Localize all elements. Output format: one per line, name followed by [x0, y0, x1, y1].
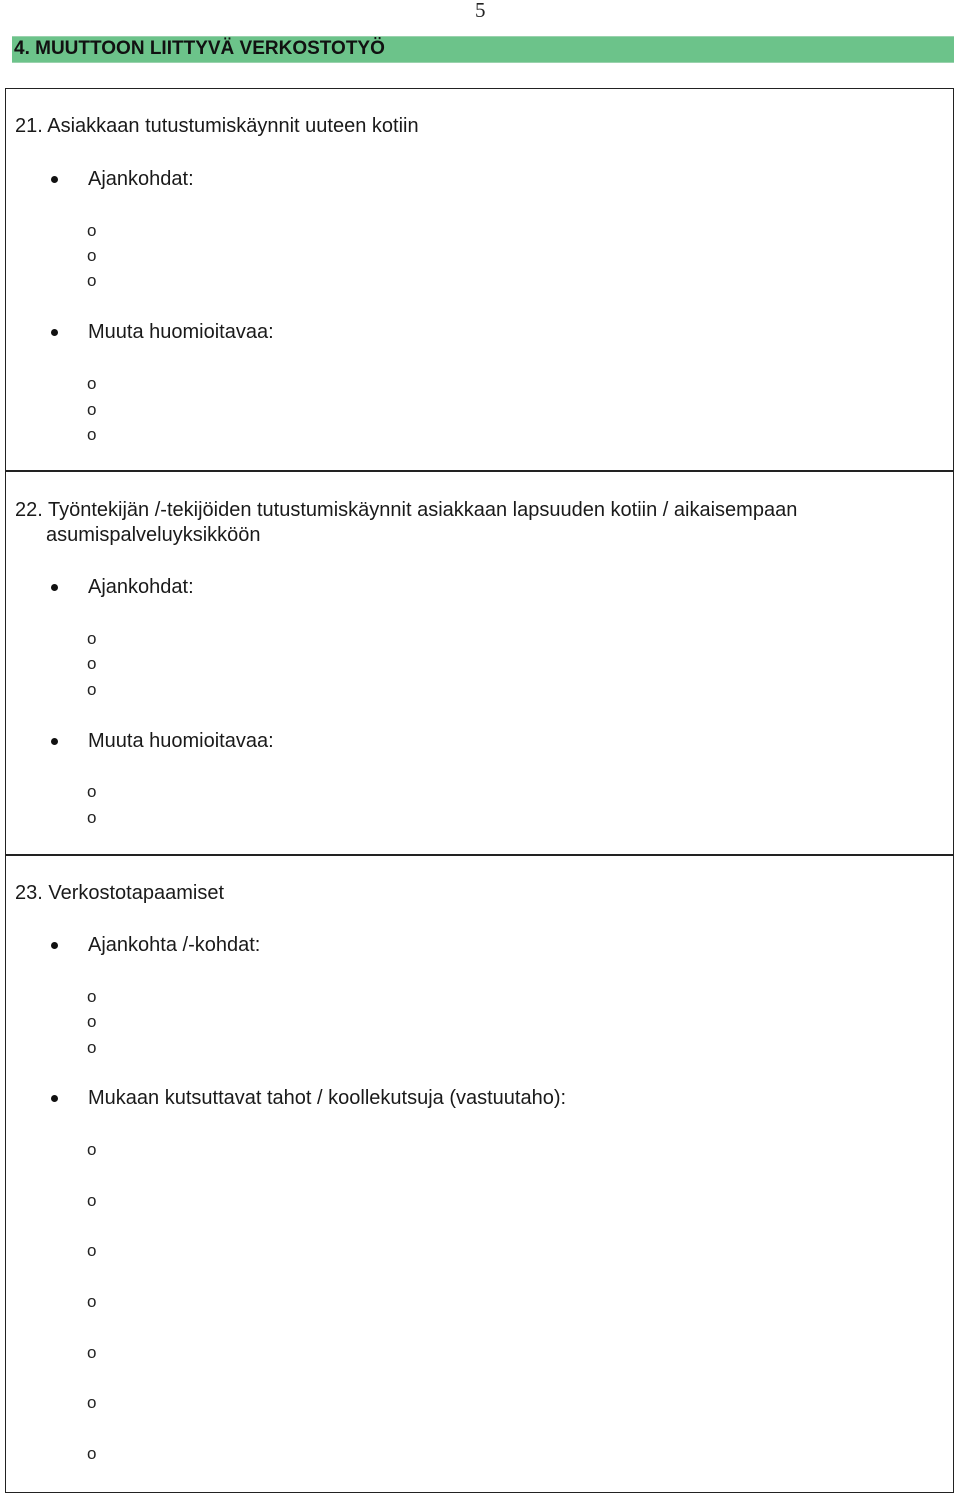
question-22-title-line2: asumispalveluyksikköön — [46, 524, 261, 546]
q21-dates-label: Ajankohdat: — [88, 168, 194, 190]
page-number: 5 — [475, 0, 486, 22]
q22-other-entry-1[interactable]: o — [87, 782, 97, 801]
q21-other-entry-3[interactable]: o — [87, 425, 97, 444]
section-title: 4. MUUTTOON LIITTYVÄ VERKOSTOTYÖ — [14, 38, 385, 59]
q21-date-entry-2[interactable]: o — [87, 246, 97, 265]
bullet-icon — [51, 176, 58, 183]
q22-other-label: Muuta huomioitavaa: — [88, 730, 274, 752]
bullet-icon — [51, 1095, 58, 1102]
q23-invitee-entry-7[interactable]: o — [87, 1444, 97, 1463]
bullet-icon — [51, 329, 58, 336]
q23-invitees-label: Mukaan kutsuttavat tahot / koollekutsuja (vastuutaho): — [88, 1087, 567, 1109]
q23-dates-label: Ajankohta /-kohdat: — [88, 934, 261, 956]
q22-other-entry-2[interactable]: o — [87, 808, 97, 827]
q23-date-entry-3[interactable]: o — [87, 1038, 97, 1057]
q22-dates-label: Ajankohdat: — [88, 576, 194, 598]
q21-date-entry-1[interactable]: o — [87, 221, 97, 240]
q22-date-entry-2[interactable]: o — [87, 654, 97, 673]
q23-invitee-entry-4[interactable]: o — [87, 1292, 97, 1311]
q23-date-entry-1[interactable]: o — [87, 987, 97, 1006]
q23-invitee-entry-3[interactable]: o — [87, 1241, 97, 1260]
question-22-title-line1: 22. Työntekijän /-tekijöiden tutustumiskäynnit asiakkaan lapsuuden kotiin / aikaisempaan — [15, 499, 798, 521]
question-23-title: 23. Verkostotapaamiset — [15, 882, 225, 904]
question-21-box — [5, 88, 954, 472]
q23-invitee-entry-1[interactable]: o — [87, 1140, 97, 1159]
bullet-icon — [51, 584, 58, 591]
q22-date-entry-3[interactable]: o — [87, 680, 97, 699]
q23-date-entry-2[interactable]: o — [87, 1012, 97, 1031]
q21-other-label: Muuta huomioitavaa: — [88, 321, 274, 343]
q23-invitee-entry-6[interactable]: o — [87, 1393, 97, 1412]
q23-invitee-entry-5[interactable]: o — [87, 1343, 97, 1362]
q23-invitee-entry-2[interactable]: o — [87, 1191, 97, 1210]
q21-date-entry-3[interactable]: o — [87, 271, 97, 290]
bullet-icon — [51, 738, 58, 745]
q22-date-entry-1[interactable]: o — [87, 629, 97, 648]
bullet-icon — [51, 942, 58, 949]
question-21-title: 21. Asiakkaan tutustumiskäynnit uuteen kotiin — [15, 115, 419, 137]
section-header — [12, 36, 954, 63]
q21-other-entry-2[interactable]: o — [87, 400, 97, 419]
q21-other-entry-1[interactable]: o — [87, 374, 97, 393]
